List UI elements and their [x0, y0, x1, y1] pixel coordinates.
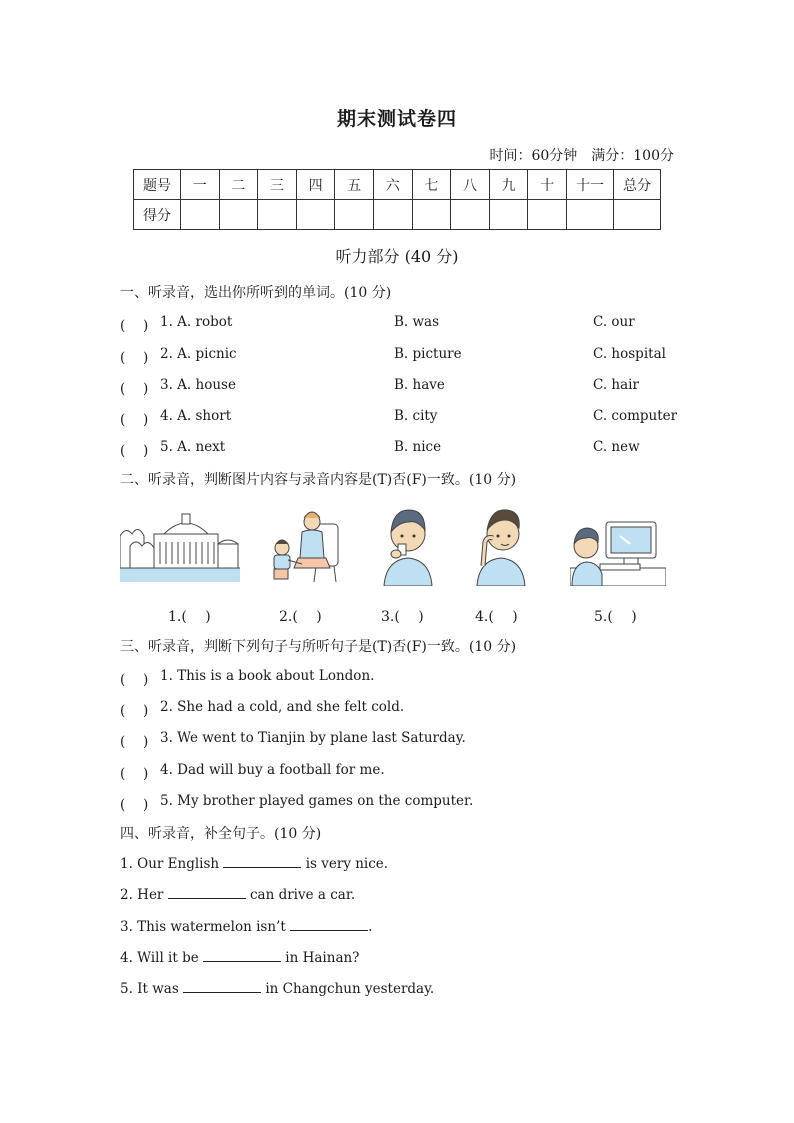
option-a: 2. A. picnic: [160, 346, 237, 362]
score-table-col: 十: [528, 170, 567, 200]
answer-paren[interactable]: ( ): [120, 381, 149, 397]
option-a: 4. A. short: [160, 408, 232, 424]
score-cell[interactable]: [258, 200, 297, 230]
option-b: B. nice: [394, 439, 442, 455]
fill-sentence-start: 2. Her: [120, 887, 168, 903]
option-b: B. city: [394, 408, 438, 424]
answer-paren[interactable]: ( ): [120, 703, 149, 719]
option-c: C. new: [593, 439, 640, 455]
score-cell[interactable]: [489, 200, 528, 230]
section2-heading: 二、听录音，判断图片内容与录音内容是(T)否(F)一致。(10 分): [120, 472, 517, 488]
option-a: 1. A. robot: [160, 314, 233, 330]
option-b: B. picture: [394, 346, 462, 362]
fill-sentence-end: .: [368, 919, 373, 935]
score-cell[interactable]: [219, 200, 258, 230]
sentence-item: 3. We went to Tianjin by plane last Saturday.: [160, 730, 466, 746]
option-b: B. have: [394, 377, 445, 393]
option-a: 5. A. next: [160, 439, 226, 455]
boy-thinking-illustration: [473, 506, 529, 586]
answer-paren[interactable]: ( ): [120, 766, 149, 782]
picture-answer-3[interactable]: 3.( ): [381, 609, 424, 625]
score-table-col: 七: [412, 170, 451, 200]
part-title: 听力部分 (40 分): [335, 247, 459, 266]
score-table-col: 一: [181, 170, 220, 200]
fill-blank[interactable]: [168, 886, 246, 899]
section4-heading: 四、听录音，补全句子。(10 分): [120, 826, 322, 842]
option-c: C. hair: [593, 377, 639, 393]
sentence-item: 4. Dad will buy a football for me.: [160, 762, 385, 778]
fill-sentence: [120, 918, 372, 935]
picture-answer-4[interactable]: 4.( ): [475, 609, 518, 625]
fill-blank[interactable]: [203, 949, 281, 962]
score-table-col: 十一: [567, 170, 614, 200]
score-table-col: 八: [451, 170, 490, 200]
score-table-col: 三: [258, 170, 297, 200]
score-table-row-label: 得分: [134, 200, 181, 230]
sentence-item: 2. She had a cold, and she felt cold.: [160, 699, 405, 715]
sentence-item: 1. This is a book about London.: [160, 668, 375, 684]
fill-sentence-end: in Changchun yesterday.: [261, 981, 435, 997]
section1-heading: 一、听录音，选出你所听到的单词。(10 分): [120, 285, 392, 301]
fill-blank[interactable]: [223, 855, 301, 868]
picture-answer-5[interactable]: 5.( ): [594, 609, 637, 625]
score-table-col: 总分: [614, 170, 661, 200]
fill-sentence-end: in Hainan?: [281, 950, 360, 966]
fill-blank[interactable]: [290, 918, 368, 931]
sentence-item: 5. My brother played games on the computer.: [160, 793, 474, 809]
fill-sentence: [120, 980, 434, 997]
fill-sentence-start: 1. Our English: [120, 856, 224, 872]
fill-sentence-end: can drive a car.: [245, 887, 356, 903]
score-table: [133, 169, 661, 230]
option-c: C. hospital: [593, 346, 666, 362]
time-info: 时间：60分钟 满分：100分: [489, 148, 674, 164]
boy-drinking-illustration: [380, 506, 436, 586]
fill-sentence-start: 4. Will it be: [120, 950, 204, 966]
score-cell[interactable]: [296, 200, 335, 230]
child-grandmother-illustration: [268, 504, 348, 586]
picture-answer-2[interactable]: 2.( ): [279, 609, 322, 625]
option-b: B. was: [394, 314, 440, 330]
score-cell[interactable]: [373, 200, 412, 230]
boy-computer-illustration: [570, 516, 666, 586]
option-a: 3. A. house: [160, 377, 236, 393]
picture-answer-1[interactable]: 1.( ): [168, 609, 211, 625]
answer-paren[interactable]: ( ): [120, 443, 149, 459]
fill-sentence-start: 5. It was: [120, 981, 184, 997]
score-cell[interactable]: [567, 200, 614, 230]
answer-paren[interactable]: ( ): [120, 412, 149, 428]
answer-paren[interactable]: ( ): [120, 734, 149, 750]
score-table-col: 九: [489, 170, 528, 200]
score-cell[interactable]: [181, 200, 220, 230]
score-cell[interactable]: [335, 200, 374, 230]
fill-sentence-start: 3. This watermelon isn’t: [120, 919, 291, 935]
option-c: C. our: [593, 314, 635, 330]
score-table-col: 五: [335, 170, 374, 200]
score-table-col: 六: [373, 170, 412, 200]
fill-sentence: [120, 886, 355, 903]
fill-sentence-end: is very nice.: [301, 856, 389, 872]
answer-paren[interactable]: ( ): [120, 672, 149, 688]
option-c: C. computer: [593, 408, 678, 424]
score-table-score-row: [134, 200, 661, 230]
score-table-row-label: 题号: [134, 170, 181, 200]
score-table-col: 四: [296, 170, 335, 200]
score-cell[interactable]: [528, 200, 567, 230]
score-cell[interactable]: [412, 200, 451, 230]
answer-paren[interactable]: ( ): [120, 797, 149, 813]
fill-blank[interactable]: [183, 980, 261, 993]
score-cell[interactable]: [614, 200, 661, 230]
section3-heading: 三、听录音，判断下列句子与所听句子是(T)否(F)一致。(10 分): [120, 639, 517, 655]
score-table-header-row: [134, 170, 661, 200]
score-table-col: 二: [219, 170, 258, 200]
fill-sentence: [120, 855, 388, 872]
answer-paren[interactable]: ( ): [120, 350, 149, 366]
fill-sentence: [120, 949, 359, 966]
page-title: 期末测试卷四: [336, 108, 457, 130]
building-illustration: [120, 506, 240, 586]
answer-paren[interactable]: ( ): [120, 318, 149, 334]
score-cell[interactable]: [451, 200, 490, 230]
